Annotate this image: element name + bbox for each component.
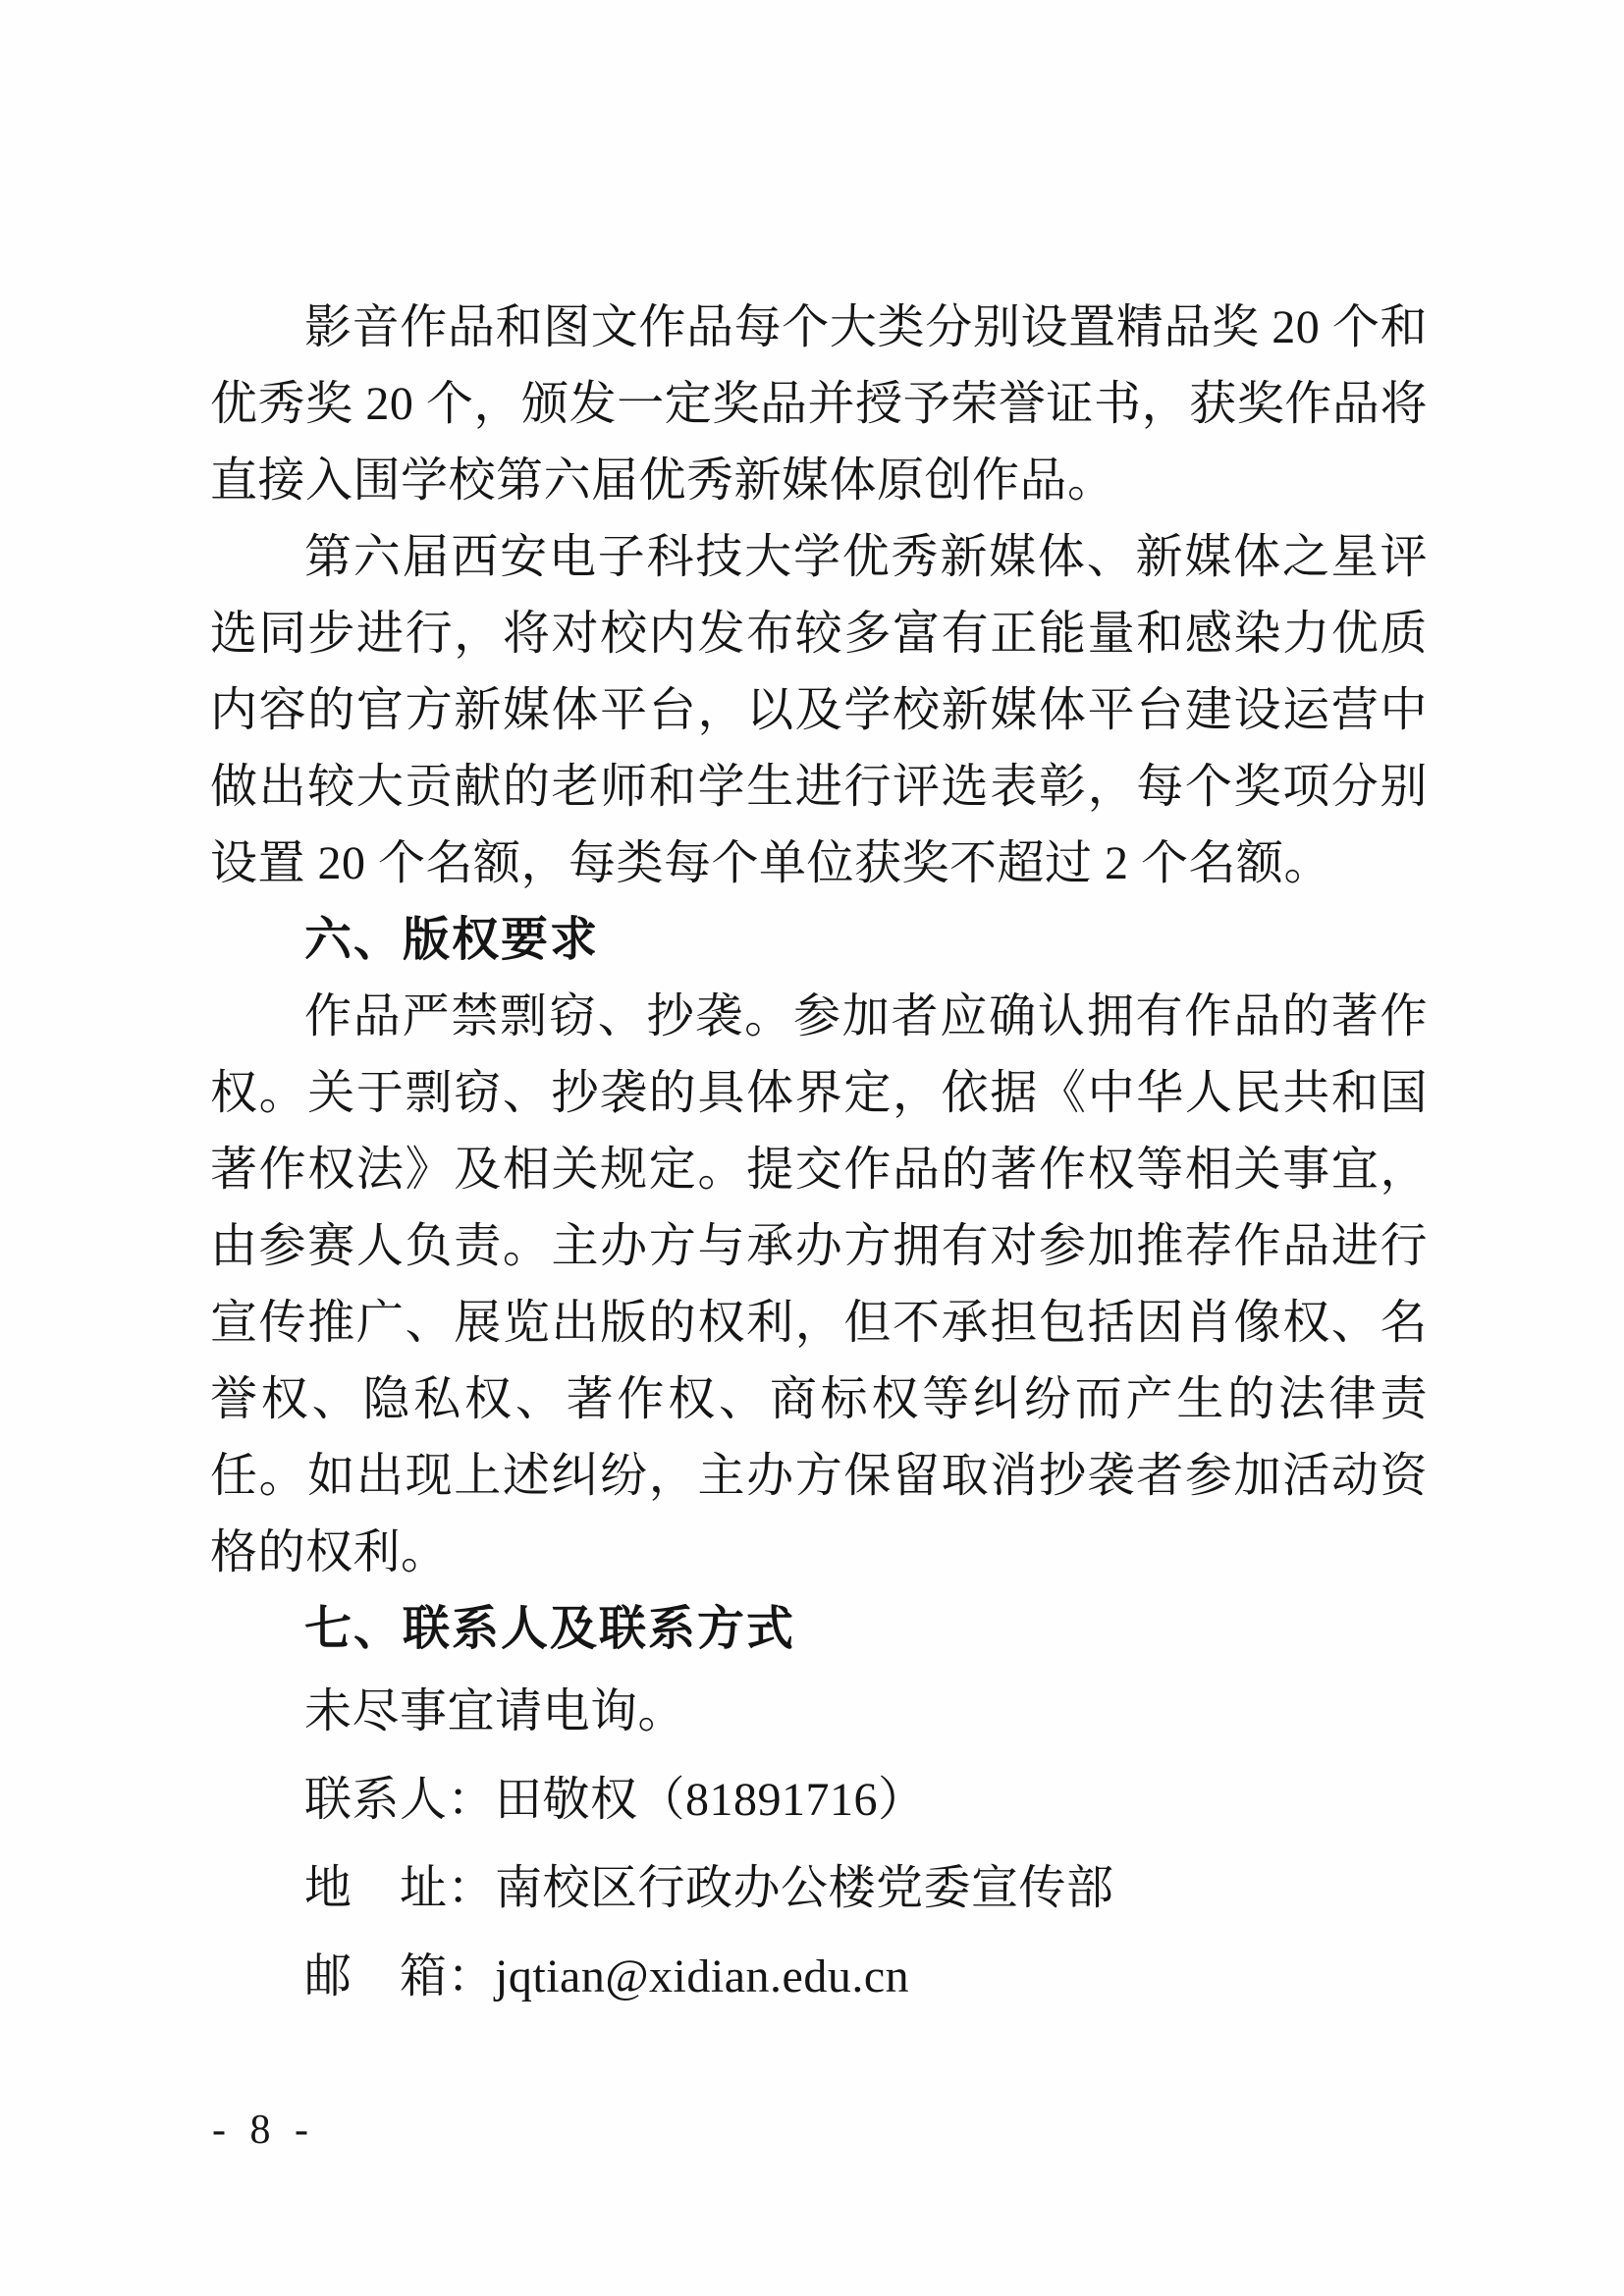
document-content [210,290,1428,2021]
section-heading-copyright: 六、版权要求 [304,914,600,966]
section-heading-contact: 七、联系人及联系方式 [304,1603,796,1655]
contact-email-value: jqtian@xidian.edu.cn [495,1950,910,2002]
page-number: - 8 - [212,2108,308,2153]
paragraph-copyright-terms: 作品严禁剽窃、抄袭。参加者应确认拥有作品的著作权。关于剽窃、抄袭的具体界定，依据《中华人民共和国著作权法》及相关规定。提交作品的著作权等相关事宜，由参赛人负责。主办方与承办方拥有对参加推荐作品进行宣传推广、展览出版的权利，但不承担包括因肖像权、名誉权、隐私权、著作权、商标权等纠纷而产生的法律责任。如出现上述纠纷，主办方保留取消抄袭者参加活动资格的权利。 [210,990,1428,1578]
paragraph-award-quota: 影音作品和图文作品每个大类分别设置精品奖 20 个和优秀奖 20 个，颁发一定奖品并授予荣誉证书，获奖作品将直接入围学校第六届优秀新媒体原创作品。 [210,301,1428,507]
paragraph-inquiry-note: 未尽事宜请电询。 [304,1685,686,1737]
contact-address-value: 南校区行政办公楼党委宣传部 [495,1862,1114,1914]
contact-address-label: 地 址： [304,1862,496,1914]
paragraph-media-star-evaluation: 第六届西安电子科技大学优秀新媒体、新媒体之星评选同步进行，将对校内发布较多富有正能量和感染力优质内容的官方新媒体平台，以及学校新媒体平台建设运营中做出较大贡献的老师和学生进行评选表彰，每个奖项分别设置 20 个名额，每类每个单位获奖不超过 2 个名额。 [210,531,1428,889]
contact-address-row [210,1844,1428,1933]
contact-email-row [210,1933,1428,2021]
contact-person-value: 田敬权（81891716） [495,1774,926,1826]
contact-person-row [210,1756,1428,1844]
contact-email-label: 邮 箱： [304,1950,496,2002]
contact-person-label: 联系人： [304,1774,496,1826]
contact-info-block [210,1668,1428,2021]
